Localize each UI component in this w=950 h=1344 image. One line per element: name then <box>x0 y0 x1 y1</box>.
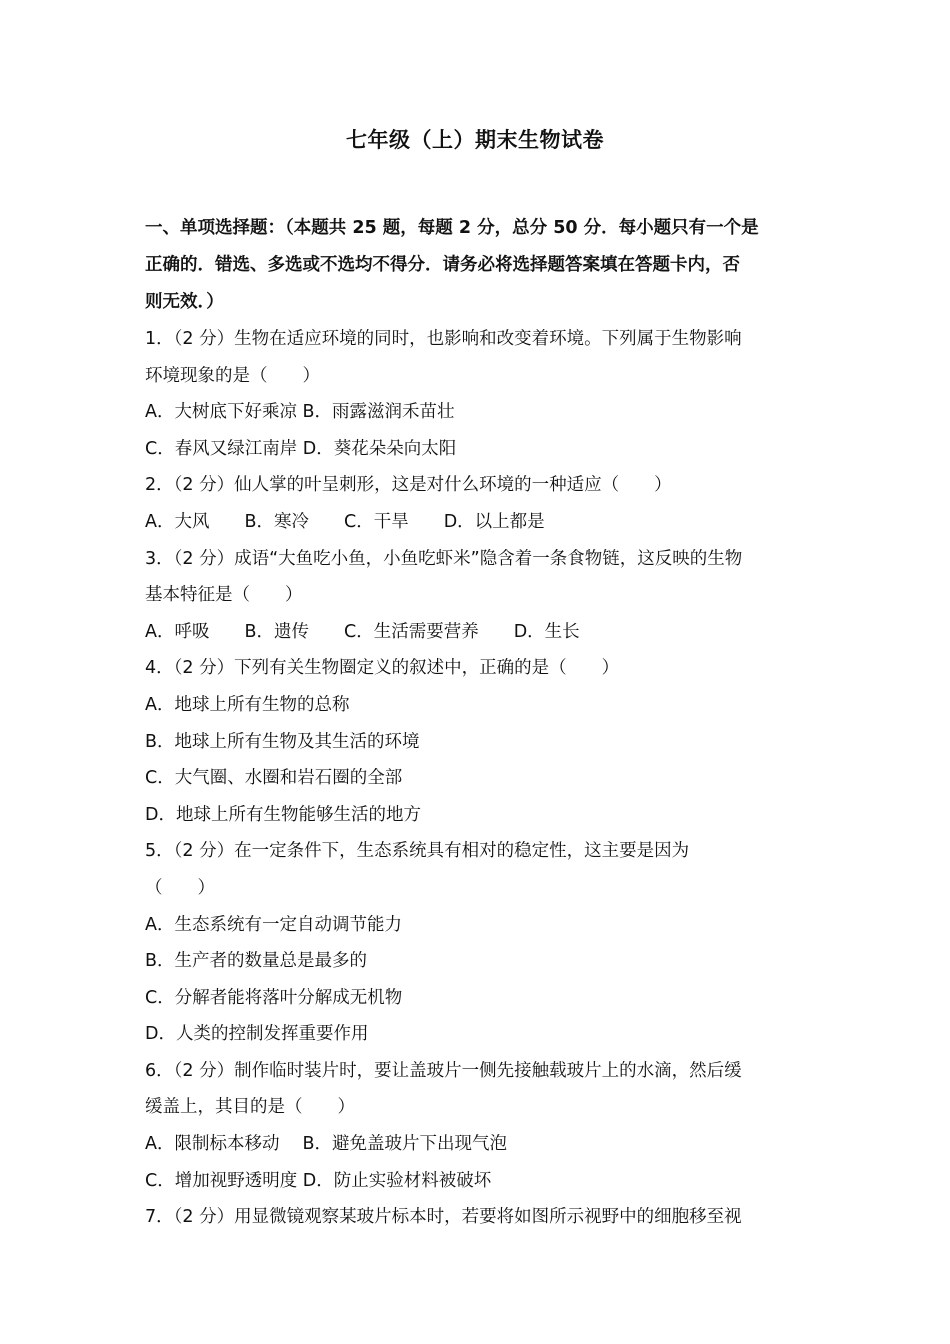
question-option: D．地球上所有生物能够生活的地方 <box>145 804 421 825</box>
question-option: A．限制标本移动 B．避免盖玻片下出现气泡 <box>145 1134 508 1155</box>
question-option: B．地球上所有生物及其生活的环境 <box>145 731 420 752</box>
question-stem: 3．（2 分）成语“大鱼吃小鱼，小鱼吃虾米”隐含着一条食物链，这反映的生物 <box>145 548 743 569</box>
question-4 <box>145 650 810 833</box>
question-1 <box>145 321 810 467</box>
question-stem: 2．（2 分）仙人掌的叶呈刺形，这是对什么环境的一种适应（ ） <box>145 475 672 496</box>
question-stem: 缓盖上，其目的是（ ） <box>145 1097 355 1118</box>
section-heading-line: 则无效．） <box>145 292 224 312</box>
section-heading <box>145 210 810 321</box>
question-option: B．生产者的数量总是最多的 <box>145 951 368 972</box>
question-option: A．呼吸 B．遗传 C．生活需要营养 D．生长 <box>145 621 580 642</box>
question-5 <box>145 833 810 1053</box>
question-stem: 5．（2 分）在一定条件下，生态系统具有相对的稳定性，这主要是因为 <box>145 841 690 862</box>
section-heading-line: 一、单项选择题：（本题共 25 题，每题 2 分，总分 50 分．每小题只有一个是 <box>145 218 759 238</box>
question-option: C．大气圈、水圈和岩石圈的全部 <box>145 768 403 789</box>
question-stem: 6．（2 分）制作临时装片时，要让盖玻片一侧先接触载玻片上的水滴，然后缓 <box>145 1060 742 1081</box>
question-stem: 环境现象的是（ ） <box>145 365 320 386</box>
section-heading-line: 正确的．错选、多选或不选均不得分．请务必将选择题答案填在答题卡内，否 <box>145 255 740 275</box>
question-option: C．春风又绿江南岸 D．葵花朵朵向太阳 <box>145 438 457 459</box>
page-title: 七年级（上）期末生物试卷 <box>346 128 604 152</box>
question-3 <box>145 541 810 651</box>
question-option: D．人类的控制发挥重要作用 <box>145 1024 369 1045</box>
question-2 <box>145 467 810 540</box>
question-option: A．地球上所有生物的总称 <box>145 694 350 715</box>
exam-content <box>145 210 810 1236</box>
question-stem: （ ） <box>145 877 215 898</box>
question-stem: 基本特征是（ ） <box>145 585 303 606</box>
question-option: A．大树底下好乘凉 B．雨露滋润禾苗壮 <box>145 402 455 423</box>
question-option: C．增加视野透明度 D．防止实验材料被破坏 <box>145 1170 492 1191</box>
question-7 <box>145 1199 810 1236</box>
question-option: A．大风 B．寒冷 C．干旱 D．以上都是 <box>145 511 545 532</box>
question-stem: 4．（2 分）下列有关生物圈定义的叙述中，正确的是（ ） <box>145 658 620 679</box>
question-option: A．生态系统有一定自动调节能力 <box>145 914 402 935</box>
question-stem: 7．（2 分）用显微镜观察某玻片标本时，若要将如图所示视野中的细胞移至视 <box>145 1207 742 1228</box>
question-option: C．分解者能将落叶分解成无机物 <box>145 987 403 1008</box>
question-stem: 1．（2 分）生物在适应环境的同时，也影响和改变着环境。下列属于生物影响 <box>145 329 742 349</box>
question-6 <box>145 1053 810 1199</box>
